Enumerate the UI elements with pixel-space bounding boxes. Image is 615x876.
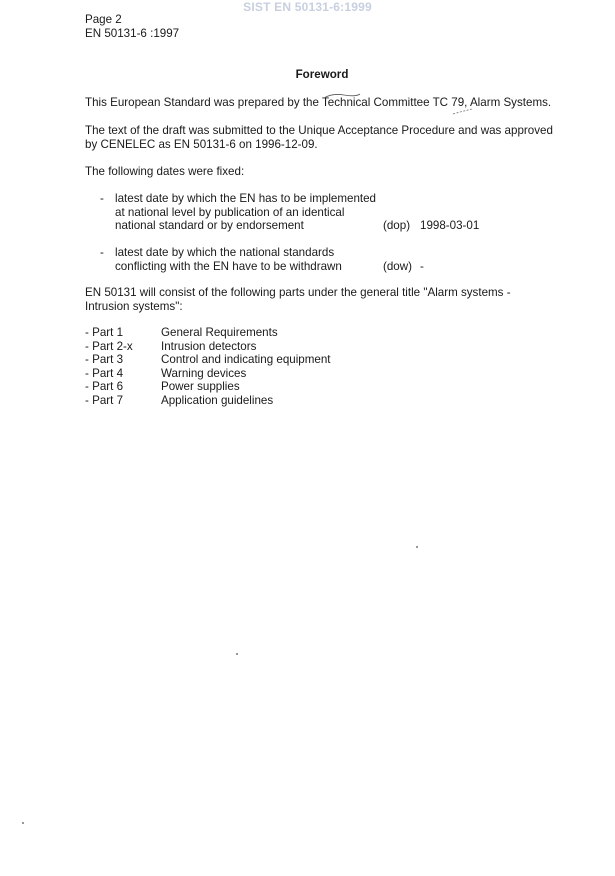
part-number: - Part 3	[85, 353, 124, 366]
date-abbreviation: (dow)	[383, 259, 412, 273]
part-title: General Requirements	[161, 326, 278, 339]
pen-mark-decoration	[322, 92, 362, 100]
date-value: 1998-03-01	[420, 219, 480, 232]
paragraph-text: EN 50131 will consist of the following parts under the general title "Alarm systems -	[85, 286, 511, 299]
part-number: - Part 6	[85, 380, 124, 393]
paragraph-text: Intrusion systems":	[85, 300, 183, 313]
scan-speck	[416, 546, 418, 548]
foreword-paragraph-3	[85, 165, 585, 179]
paragraph-text: The following dates were fixed:	[85, 165, 245, 178]
foreword-heading: Foreword	[295, 68, 349, 81]
part-title: Power supplies	[161, 380, 240, 393]
part-number: - Part 7	[85, 393, 124, 407]
description-line: at national level by publication of an identical	[115, 205, 345, 219]
part-title: Application guidelines	[161, 393, 274, 407]
part-number: - Part 4	[85, 366, 124, 380]
part-title: Control and indicating equipment	[161, 353, 331, 366]
page-number: Page 2	[85, 13, 122, 26]
page-header	[85, 13, 179, 41]
document-id: EN 50131-6 :1997	[85, 27, 180, 40]
watermark: SIST EN 50131-6:1999	[243, 0, 372, 14]
description-line: latest date by which the national standards	[115, 246, 335, 259]
part-title: Intrusion detectors	[161, 339, 257, 353]
foreword-paragraph-4	[85, 286, 585, 314]
part-title: Warning devices	[161, 366, 247, 380]
foreword-paragraph-2	[85, 124, 585, 152]
date-description	[115, 246, 342, 273]
scan-speck	[236, 653, 238, 655]
paragraph-text: The text of the draft was submitted to the Unique Acceptance Procedure and was approved	[85, 124, 553, 137]
pen-mark-decoration	[452, 108, 474, 116]
paragraph-text: This European Standard was prepared by the Technical Committee TC 79, Alarm Systems.	[85, 96, 552, 109]
description-line: national standard or by endorsement	[115, 219, 304, 232]
description-line: conflicting with the EN have to be withdrawn	[115, 259, 342, 273]
scan-speck	[22, 822, 24, 824]
part-number: - Part 1	[85, 326, 124, 339]
date-value: -	[420, 259, 424, 273]
description-line: latest date by which the EN has to be implemented	[115, 192, 377, 205]
date-abbreviation: (dop)	[383, 219, 411, 232]
date-description	[115, 192, 376, 233]
list-dash: -	[100, 246, 104, 259]
list-dash: -	[100, 192, 104, 205]
paragraph-text: by CENELEC as EN 50131-6 on 1996-12-09.	[85, 138, 318, 151]
part-number: - Part 2-x	[85, 339, 133, 353]
